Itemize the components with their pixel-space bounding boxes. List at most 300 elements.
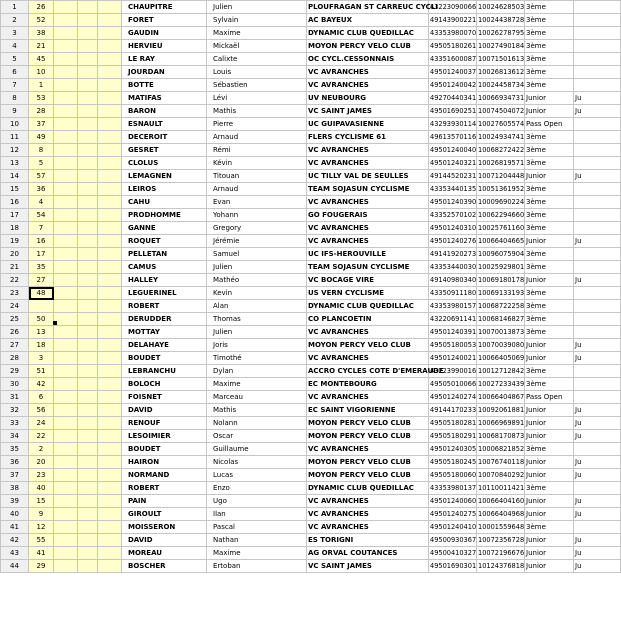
- empty-cell[interactable]: [54, 326, 78, 339]
- empty-cell[interactable]: [54, 53, 78, 66]
- firstname-cell[interactable]: Maxime: [207, 378, 307, 391]
- empty-cell[interactable]: [98, 287, 122, 300]
- extra-cell[interactable]: [574, 196, 621, 209]
- row-number[interactable]: 17: [1, 209, 29, 222]
- category-cell[interactable]: Junior: [525, 456, 574, 469]
- firstname-cell[interactable]: Maxime: [207, 27, 307, 40]
- category-cell[interactable]: 3ème: [525, 222, 574, 235]
- category-cell[interactable]: 3ème: [525, 365, 574, 378]
- extra-cell[interactable]: [574, 378, 621, 391]
- extra-cell[interactable]: Ju: [574, 469, 621, 482]
- row-number[interactable]: 9: [1, 105, 29, 118]
- license-cell[interactable]: 49140980340: [429, 274, 477, 287]
- empty-cell[interactable]: [98, 235, 122, 248]
- lastname-cell[interactable]: ROBERT: [122, 300, 207, 313]
- firstname-cell[interactable]: Mathis: [207, 404, 307, 417]
- bib-cell[interactable]: 9: [29, 508, 54, 521]
- uci-cell[interactable]: 10026278795: [477, 27, 525, 40]
- lastname-cell[interactable]: HALLEY: [122, 274, 207, 287]
- club-cell[interactable]: UV NEUBOURG: [307, 92, 429, 105]
- empty-cell[interactable]: [54, 521, 78, 534]
- uci-cell[interactable]: 10027233439: [477, 378, 525, 391]
- uci-cell[interactable]: 10070039080: [477, 339, 525, 352]
- club-cell[interactable]: VC AVRANCHES: [307, 66, 429, 79]
- row-number[interactable]: 22: [1, 274, 29, 287]
- bib-cell[interactable]: 15: [29, 495, 54, 508]
- club-cell[interactable]: VC AVRANCHES: [307, 79, 429, 92]
- license-cell[interactable]: 43352570102: [429, 209, 477, 222]
- category-cell[interactable]: Junior: [525, 430, 574, 443]
- lastname-cell[interactable]: GANNE: [122, 222, 207, 235]
- empty-cell[interactable]: [78, 274, 98, 287]
- extra-cell[interactable]: [574, 482, 621, 495]
- row-number[interactable]: 12: [1, 144, 29, 157]
- empty-cell[interactable]: [54, 157, 78, 170]
- firstname-cell[interactable]: Ertoban: [207, 560, 307, 573]
- club-cell[interactable]: VC AVRANCHES: [307, 235, 429, 248]
- club-cell[interactable]: MOYON PERCY VELO CLUB: [307, 40, 429, 53]
- empty-cell[interactable]: [98, 547, 122, 560]
- empty-cell[interactable]: [78, 183, 98, 196]
- extra-cell[interactable]: Ju: [574, 339, 621, 352]
- bib-cell[interactable]: 42: [29, 378, 54, 391]
- category-cell[interactable]: 3ème: [525, 79, 574, 92]
- row-number[interactable]: 41: [1, 521, 29, 534]
- club-cell[interactable]: MOYON PERCY VELO CLUB: [307, 469, 429, 482]
- bib-cell[interactable]: 29: [29, 560, 54, 573]
- row-number[interactable]: 5: [1, 53, 29, 66]
- empty-cell[interactable]: [78, 40, 98, 53]
- category-cell[interactable]: 3ème: [525, 27, 574, 40]
- empty-cell[interactable]: [78, 313, 98, 326]
- empty-cell[interactable]: [78, 326, 98, 339]
- empty-cell[interactable]: [78, 300, 98, 313]
- lastname-cell[interactable]: GAUDIN: [122, 27, 207, 40]
- lastname-cell[interactable]: HERVIEU: [122, 40, 207, 53]
- uci-cell[interactable]: 10076740118: [477, 456, 525, 469]
- extra-cell[interactable]: Ju: [574, 456, 621, 469]
- club-cell[interactable]: TEAM SOJASUN CYCLISME: [307, 261, 429, 274]
- empty-cell[interactable]: [98, 14, 122, 27]
- empty-cell[interactable]: [78, 196, 98, 209]
- empty-cell[interactable]: [98, 365, 122, 378]
- bib-cell[interactable]: 41: [29, 547, 54, 560]
- row-number[interactable]: 11: [1, 131, 29, 144]
- category-cell[interactable]: Junior: [525, 274, 574, 287]
- empty-cell[interactable]: [98, 313, 122, 326]
- extra-cell[interactable]: [574, 1, 621, 14]
- club-cell[interactable]: UC GUIPAVASIENNE: [307, 118, 429, 131]
- license-cell[interactable]: 49505180291: [429, 430, 477, 443]
- firstname-cell[interactable]: Jérémie: [207, 235, 307, 248]
- lastname-cell[interactable]: CAMUS: [122, 261, 207, 274]
- empty-cell[interactable]: [54, 1, 78, 14]
- category-cell[interactable]: Pass Open: [525, 391, 574, 404]
- club-cell[interactable]: GO FOUGERAIS: [307, 209, 429, 222]
- firstname-cell[interactable]: Sylvain: [207, 14, 307, 27]
- row-number[interactable]: 1: [1, 1, 29, 14]
- empty-cell[interactable]: [78, 53, 98, 66]
- empty-cell[interactable]: [98, 443, 122, 456]
- firstname-cell[interactable]: Samuel: [207, 248, 307, 261]
- uci-cell[interactable]: 10068146827: [477, 313, 525, 326]
- license-cell[interactable]: 49501240275: [429, 508, 477, 521]
- empty-cell[interactable]: [78, 261, 98, 274]
- uci-cell[interactable]: 10110011421: [477, 482, 525, 495]
- bib-cell[interactable]: 49: [29, 131, 54, 144]
- empty-cell[interactable]: [54, 300, 78, 313]
- extra-cell[interactable]: Ju: [574, 235, 621, 248]
- firstname-cell[interactable]: Dylan: [207, 365, 307, 378]
- row-number[interactable]: 24: [1, 300, 29, 313]
- extra-cell[interactable]: Ju: [574, 560, 621, 573]
- category-cell[interactable]: Junior: [525, 560, 574, 573]
- club-cell[interactable]: UC TILLY VAL DE SEULLES: [307, 170, 429, 183]
- lastname-cell[interactable]: LE RAY: [122, 53, 207, 66]
- empty-cell[interactable]: [54, 196, 78, 209]
- lastname-cell[interactable]: GESRET: [122, 144, 207, 157]
- bib-cell[interactable]: 35: [29, 261, 54, 274]
- empty-cell[interactable]: [78, 1, 98, 14]
- empty-cell[interactable]: [78, 131, 98, 144]
- empty-cell[interactable]: [54, 469, 78, 482]
- firstname-cell[interactable]: Julien: [207, 1, 307, 14]
- empty-cell[interactable]: [98, 560, 122, 573]
- club-cell[interactable]: EC MONTEBOURG: [307, 378, 429, 391]
- row-number[interactable]: 21: [1, 261, 29, 274]
- firstname-cell[interactable]: Kévin: [207, 157, 307, 170]
- empty-cell[interactable]: [98, 40, 122, 53]
- lastname-cell[interactable]: DECEROIT: [122, 131, 207, 144]
- bib-cell[interactable]: 8: [29, 144, 54, 157]
- firstname-cell[interactable]: Thomas: [207, 313, 307, 326]
- empty-cell[interactable]: [54, 508, 78, 521]
- extra-cell[interactable]: [574, 261, 621, 274]
- empty-cell[interactable]: [78, 547, 98, 560]
- category-cell[interactable]: 3ème: [525, 66, 574, 79]
- license-cell[interactable]: 49501240276: [429, 235, 477, 248]
- license-cell[interactable]: 49501240321: [429, 157, 477, 170]
- bib-cell[interactable]: 6: [29, 391, 54, 404]
- row-number[interactable]: 25: [1, 313, 29, 326]
- extra-cell[interactable]: [574, 391, 621, 404]
- empty-cell[interactable]: [54, 261, 78, 274]
- empty-cell[interactable]: [54, 430, 78, 443]
- empty-cell[interactable]: [78, 430, 98, 443]
- uci-cell[interactable]: 10001559648: [477, 521, 525, 534]
- category-cell[interactable]: Junior: [525, 469, 574, 482]
- uci-cell[interactable]: 10092061881: [477, 404, 525, 417]
- club-cell[interactable]: VC AVRANCHES: [307, 352, 429, 365]
- empty-cell[interactable]: [54, 235, 78, 248]
- extra-cell[interactable]: [574, 66, 621, 79]
- category-cell[interactable]: 3ème: [525, 313, 574, 326]
- license-cell[interactable]: 43350911180: [429, 287, 477, 300]
- firstname-cell[interactable]: Lucas: [207, 469, 307, 482]
- bib-cell[interactable]: 56: [29, 404, 54, 417]
- empty-cell[interactable]: [98, 170, 122, 183]
- empty-cell[interactable]: [54, 79, 78, 92]
- club-cell[interactable]: MOYON PERCY VELO CLUB: [307, 417, 429, 430]
- license-cell[interactable]: 49501240042: [429, 79, 477, 92]
- category-cell[interactable]: Junior: [525, 495, 574, 508]
- empty-cell[interactable]: [98, 118, 122, 131]
- extra-cell[interactable]: [574, 326, 621, 339]
- lastname-cell[interactable]: PELLETAN: [122, 248, 207, 261]
- uci-cell[interactable]: 10025761160: [477, 222, 525, 235]
- row-number[interactable]: 23: [1, 287, 29, 300]
- extra-cell[interactable]: [574, 313, 621, 326]
- firstname-cell[interactable]: Nicolas: [207, 456, 307, 469]
- bib-cell[interactable]: 3: [29, 352, 54, 365]
- empty-cell[interactable]: [98, 79, 122, 92]
- lastname-cell[interactable]: MATIFAS: [122, 92, 207, 105]
- row-number[interactable]: 40: [1, 508, 29, 521]
- lastname-cell[interactable]: BOTTE: [122, 79, 207, 92]
- empty-cell[interactable]: [98, 53, 122, 66]
- uci-cell[interactable]: 10024438728: [477, 14, 525, 27]
- bib-cell[interactable]: 17: [29, 248, 54, 261]
- category-cell[interactable]: Junior: [525, 404, 574, 417]
- category-cell[interactable]: 3ème: [525, 196, 574, 209]
- license-cell[interactable]: 49500410327: [429, 547, 477, 560]
- lastname-cell[interactable]: ROBERT: [122, 482, 207, 495]
- category-cell[interactable]: 3ème: [525, 300, 574, 313]
- row-number[interactable]: 30: [1, 378, 29, 391]
- row-number[interactable]: 7: [1, 79, 29, 92]
- firstname-cell[interactable]: Julien: [207, 326, 307, 339]
- bib-cell[interactable]: 23: [29, 469, 54, 482]
- bib-cell[interactable]: 7: [29, 222, 54, 235]
- extra-cell[interactable]: Ju: [574, 404, 621, 417]
- row-number[interactable]: 42: [1, 534, 29, 547]
- row-number[interactable]: 10: [1, 118, 29, 131]
- category-cell[interactable]: Junior: [525, 508, 574, 521]
- category-cell[interactable]: Junior: [525, 352, 574, 365]
- uci-cell[interactable]: 10026819571: [477, 157, 525, 170]
- firstname-cell[interactable]: Rémi: [207, 144, 307, 157]
- bib-cell[interactable]: 26: [29, 1, 54, 14]
- uci-cell[interactable]: 10066404665: [477, 235, 525, 248]
- firstname-cell[interactable]: Evan: [207, 196, 307, 209]
- extra-cell[interactable]: Ju: [574, 170, 621, 183]
- extra-cell[interactable]: [574, 118, 621, 131]
- license-cell[interactable]: 49505180245: [429, 456, 477, 469]
- empty-cell[interactable]: [78, 209, 98, 222]
- uci-cell[interactable]: 10066969891: [477, 417, 525, 430]
- license-cell[interactable]: 49505180261: [429, 40, 477, 53]
- license-cell[interactable]: 49141920273: [429, 248, 477, 261]
- row-number[interactable]: 3: [1, 27, 29, 40]
- empty-cell[interactable]: [54, 170, 78, 183]
- extra-cell[interactable]: [574, 131, 621, 144]
- category-cell[interactable]: 3ème: [525, 261, 574, 274]
- empty-cell[interactable]: [78, 560, 98, 573]
- lastname-cell[interactable]: FOISNET: [122, 391, 207, 404]
- license-cell[interactable]: 43353980070: [429, 27, 477, 40]
- lastname-cell[interactable]: LEIROS: [122, 183, 207, 196]
- license-cell[interactable]: 49505180060: [429, 469, 477, 482]
- empty-cell[interactable]: [54, 547, 78, 560]
- lastname-cell[interactable]: BARON: [122, 105, 207, 118]
- license-cell[interactable]: 49144520231: [429, 170, 477, 183]
- empty-cell[interactable]: [98, 391, 122, 404]
- empty-cell[interactable]: [78, 482, 98, 495]
- empty-cell[interactable]: [54, 391, 78, 404]
- uci-cell[interactable]: 10068722258: [477, 300, 525, 313]
- row-number[interactable]: 14: [1, 170, 29, 183]
- row-number[interactable]: 33: [1, 417, 29, 430]
- extra-cell[interactable]: Ju: [574, 352, 621, 365]
- empty-cell[interactable]: [98, 495, 122, 508]
- category-cell[interactable]: 3ème: [525, 144, 574, 157]
- lastname-cell[interactable]: LESOIMIER: [122, 430, 207, 443]
- license-cell[interactable]: 43353980137: [429, 482, 477, 495]
- firstname-cell[interactable]: Pascal: [207, 521, 307, 534]
- empty-cell[interactable]: [78, 404, 98, 417]
- empty-cell[interactable]: [78, 417, 98, 430]
- license-cell[interactable]: 49501240040: [429, 144, 477, 157]
- uci-cell[interactable]: 10066404968: [477, 508, 525, 521]
- empty-cell[interactable]: [54, 131, 78, 144]
- category-cell[interactable]: 3ème: [525, 1, 574, 14]
- uci-cell[interactable]: 10006821852: [477, 443, 525, 456]
- row-number[interactable]: 29: [1, 365, 29, 378]
- uci-cell[interactable]: 10025929801: [477, 261, 525, 274]
- empty-cell[interactable]: [78, 14, 98, 27]
- extra-cell[interactable]: [574, 209, 621, 222]
- firstname-cell[interactable]: Mickaël: [207, 40, 307, 53]
- bib-cell[interactable]: 5: [29, 157, 54, 170]
- lastname-cell[interactable]: BOUDET: [122, 443, 207, 456]
- club-cell[interactable]: CO PLANCOETIN: [307, 313, 429, 326]
- extra-cell[interactable]: Ju: [574, 105, 621, 118]
- empty-cell[interactable]: [78, 391, 98, 404]
- uci-cell[interactable]: 10069133193: [477, 287, 525, 300]
- bib-cell[interactable]: 37: [29, 118, 54, 131]
- club-cell[interactable]: VC AVRANCHES: [307, 222, 429, 235]
- category-cell[interactable]: Junior: [525, 170, 574, 183]
- empty-cell[interactable]: [78, 170, 98, 183]
- license-cell[interactable]: 49505180281: [429, 417, 477, 430]
- license-cell[interactable]: 43293930114: [429, 118, 477, 131]
- empty-cell[interactable]: [98, 326, 122, 339]
- club-cell[interactable]: VC AVRANCHES: [307, 521, 429, 534]
- empty-cell[interactable]: [54, 222, 78, 235]
- category-cell[interactable]: 3ème: [525, 326, 574, 339]
- uci-cell[interactable]: 10071501613: [477, 53, 525, 66]
- row-number[interactable]: 4: [1, 40, 29, 53]
- club-cell[interactable]: MOYON PERCY VELO CLUB: [307, 430, 429, 443]
- empty-cell[interactable]: [54, 560, 78, 573]
- empty-cell[interactable]: [54, 443, 78, 456]
- bib-cell[interactable]: 1: [29, 79, 54, 92]
- empty-cell[interactable]: [54, 14, 78, 27]
- category-cell[interactable]: Junior: [525, 92, 574, 105]
- uci-cell[interactable]: 10072196676: [477, 547, 525, 560]
- empty-cell[interactable]: [98, 300, 122, 313]
- extra-cell[interactable]: [574, 144, 621, 157]
- lastname-cell[interactable]: HAIRON: [122, 456, 207, 469]
- firstname-cell[interactable]: Alan: [207, 300, 307, 313]
- license-cell[interactable]: 49501240391: [429, 326, 477, 339]
- lastname-cell[interactable]: CHAUPITRE: [122, 1, 207, 14]
- license-cell[interactable]: 43351600087: [429, 53, 477, 66]
- category-cell[interactable]: Junior: [525, 547, 574, 560]
- category-cell[interactable]: 3ème: [525, 443, 574, 456]
- license-cell[interactable]: 49501240310: [429, 222, 477, 235]
- empty-cell[interactable]: [98, 521, 122, 534]
- category-cell[interactable]: Junior: [525, 534, 574, 547]
- empty-cell[interactable]: [54, 105, 78, 118]
- extra-cell[interactable]: [574, 300, 621, 313]
- empty-cell[interactable]: [98, 508, 122, 521]
- club-cell[interactable]: VC AVRANCHES: [307, 508, 429, 521]
- row-number[interactable]: 34: [1, 430, 29, 443]
- empty-cell[interactable]: [78, 521, 98, 534]
- empty-cell[interactable]: [54, 274, 78, 287]
- license-cell[interactable]: 49501240037: [429, 66, 477, 79]
- extra-cell[interactable]: Ju: [574, 430, 621, 443]
- club-cell[interactable]: TEAM SOJASUN CYCLISME: [307, 183, 429, 196]
- row-number[interactable]: 15: [1, 183, 29, 196]
- club-cell[interactable]: VC AVRANCHES: [307, 144, 429, 157]
- firstname-cell[interactable]: Calixte: [207, 53, 307, 66]
- empty-cell[interactable]: [54, 404, 78, 417]
- club-cell[interactable]: VC AVRANCHES: [307, 391, 429, 404]
- lastname-cell[interactable]: ESNAULT: [122, 118, 207, 131]
- firstname-cell[interactable]: Louis: [207, 66, 307, 79]
- license-cell[interactable]: 49501240274: [429, 391, 477, 404]
- uci-cell[interactable]: 10027605574: [477, 118, 525, 131]
- firstname-cell[interactable]: Arnaud: [207, 183, 307, 196]
- category-cell[interactable]: 3ème: [525, 287, 574, 300]
- lastname-cell[interactable]: LEMAGNEN: [122, 170, 207, 183]
- empty-cell[interactable]: [98, 248, 122, 261]
- empty-cell[interactable]: [98, 1, 122, 14]
- uci-cell[interactable]: 10068170873: [477, 430, 525, 443]
- empty-cell[interactable]: [98, 222, 122, 235]
- empty-cell[interactable]: [98, 430, 122, 443]
- extra-cell[interactable]: [574, 521, 621, 534]
- bib-cell[interactable]: 50: [29, 313, 54, 326]
- bib-cell[interactable]: 36: [29, 183, 54, 196]
- lastname-cell[interactable]: RENOUF: [122, 417, 207, 430]
- category-cell[interactable]: Junior: [525, 339, 574, 352]
- category-cell[interactable]: 3ème: [525, 131, 574, 144]
- club-cell[interactable]: VC SAINT JAMES: [307, 560, 429, 573]
- bib-cell[interactable]: 52: [29, 14, 54, 27]
- empty-cell[interactable]: [54, 352, 78, 365]
- extra-cell[interactable]: Ju: [574, 495, 621, 508]
- empty-cell[interactable]: [54, 534, 78, 547]
- firstname-cell[interactable]: Sébastien: [207, 79, 307, 92]
- club-cell[interactable]: MOYON PERCY VELO CLUB: [307, 456, 429, 469]
- license-cell[interactable]: 43220691141: [429, 313, 477, 326]
- bib-cell[interactable]: 18: [29, 339, 54, 352]
- firstname-cell[interactable]: Mathis: [207, 105, 307, 118]
- row-number[interactable]: 19: [1, 235, 29, 248]
- row-number[interactable]: 13: [1, 157, 29, 170]
- empty-cell[interactable]: [98, 261, 122, 274]
- license-cell[interactable]: 49143900221: [429, 14, 477, 27]
- license-cell[interactable]: 49505180053: [429, 339, 477, 352]
- extra-cell[interactable]: [574, 443, 621, 456]
- row-number[interactable]: 39: [1, 495, 29, 508]
- uci-cell[interactable]: 10027490184: [477, 40, 525, 53]
- club-cell[interactable]: VC SAINT JAMES: [307, 105, 429, 118]
- extra-cell[interactable]: [574, 27, 621, 40]
